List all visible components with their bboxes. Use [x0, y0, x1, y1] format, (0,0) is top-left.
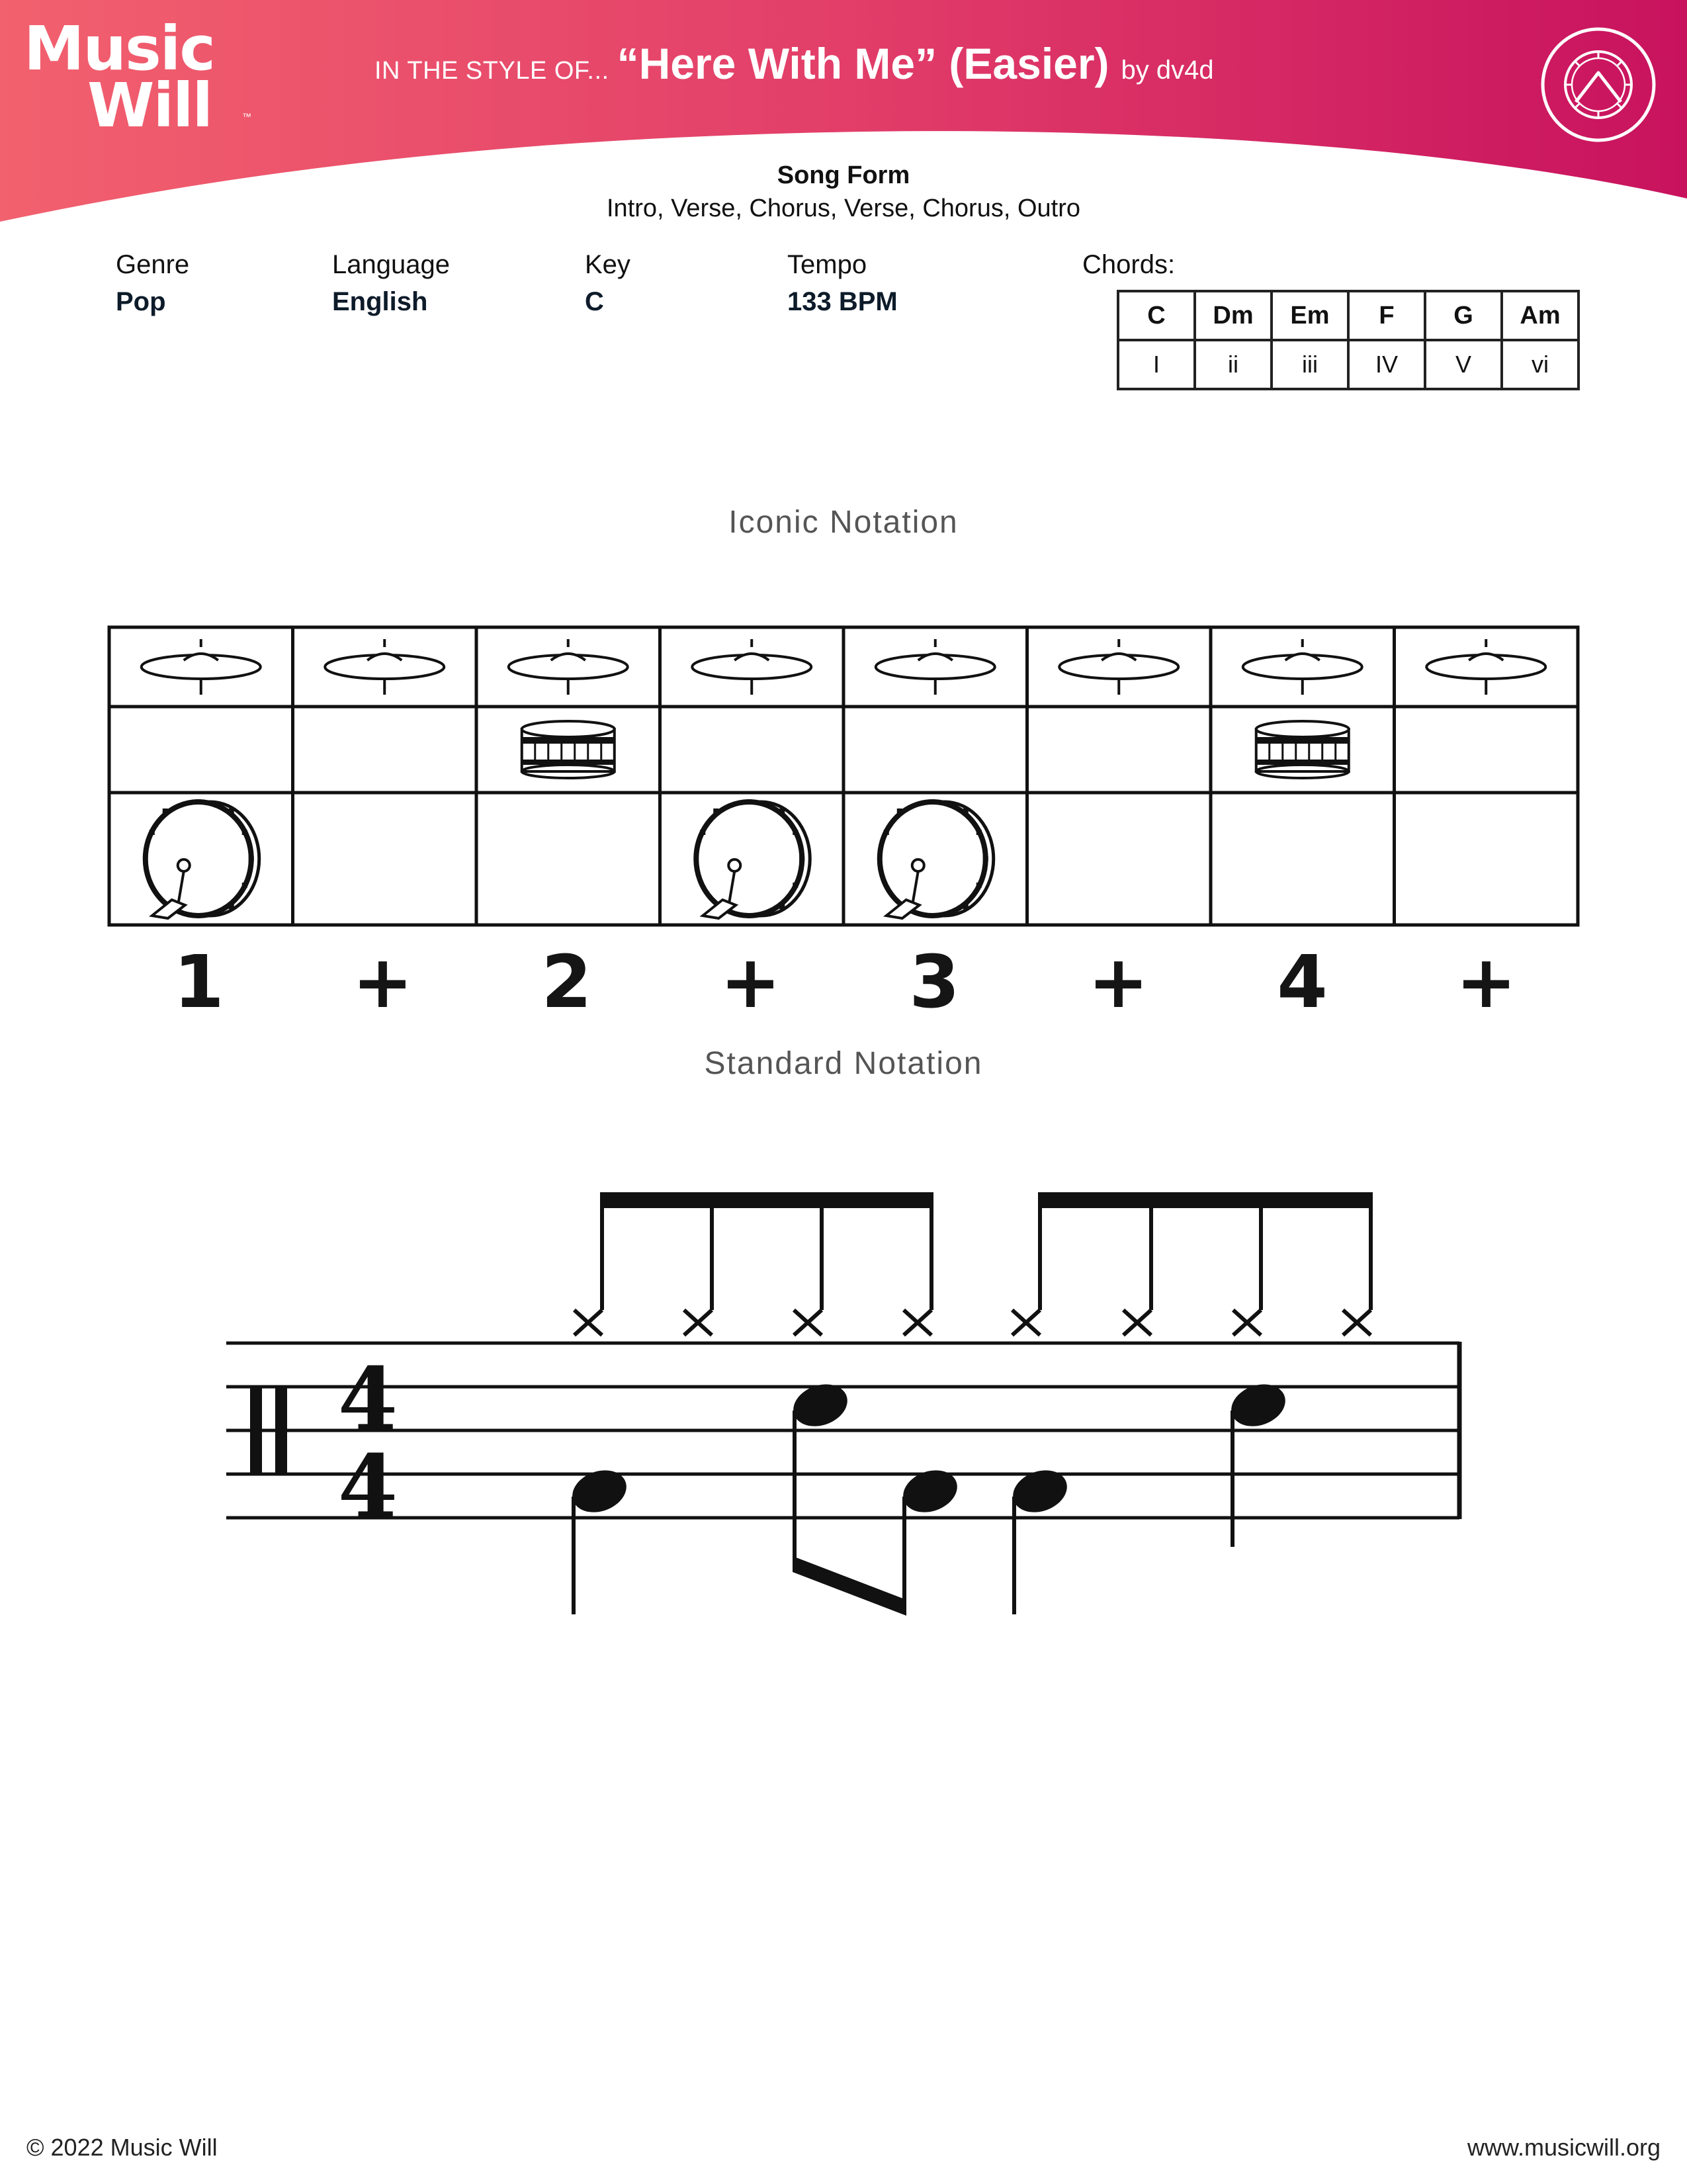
beam — [1038, 1192, 1373, 1208]
kick-notes — [566, 1463, 1072, 1519]
chord-names-row — [1118, 291, 1579, 340]
logo-trademark: ™ — [242, 111, 251, 122]
hihat-icon — [876, 639, 995, 695]
chord-numeral: iii — [1272, 340, 1348, 389]
chords-label: Chords: — [1082, 250, 1176, 279]
chord-name: Am — [1502, 291, 1579, 340]
kick-note — [897, 1463, 963, 1519]
iconic-notation-grid — [107, 625, 1580, 927]
song-title: “Here With Me” (Easier) — [617, 39, 1109, 88]
kick-drum-icon — [880, 799, 994, 918]
hihat-icon — [1059, 639, 1178, 695]
snare-drum-icon — [1256, 721, 1349, 778]
hihat-icon — [509, 639, 628, 695]
beat-count: 4 — [1277, 939, 1328, 1024]
beam — [600, 1192, 933, 1208]
genre-value: Pop — [116, 287, 166, 316]
hihat-icon — [325, 639, 444, 695]
hihat-note — [904, 1310, 931, 1335]
hihat-icon — [692, 639, 811, 695]
title-prefix: IN THE STYLE OF... — [374, 57, 609, 85]
song-title-line — [374, 38, 1214, 89]
chord-numeral: ii — [1195, 340, 1272, 389]
kick-note — [1007, 1463, 1072, 1519]
footer-website-link[interactable]: www.musicwill.org — [1467, 2134, 1661, 2161]
logo-word-music: Music — [24, 13, 214, 84]
time-signature-top: 4 — [337, 1348, 398, 1450]
time-signature-bottom: 4 — [337, 1436, 398, 1537]
chord-numeral: I — [1118, 340, 1195, 389]
kick-drum-icon — [146, 799, 259, 918]
hihat-icon — [1426, 639, 1545, 695]
chord-numeral: IV — [1348, 340, 1425, 389]
chord-name: G — [1425, 291, 1502, 340]
beat-counts — [107, 939, 1580, 1032]
standard-notation-heading: Standard Notation — [704, 1046, 983, 1081]
tempo-label: Tempo — [787, 250, 867, 279]
chord-numeral: V — [1425, 340, 1502, 389]
hihat-note — [684, 1310, 712, 1335]
chord-name: C — [1118, 291, 1195, 340]
key-value: C — [585, 287, 604, 316]
chord-name: F — [1348, 291, 1425, 340]
song-form-label: Song Form — [777, 161, 910, 189]
beam — [793, 1556, 906, 1616]
hihat-note — [794, 1310, 822, 1335]
music-will-logo[interactable] — [24, 13, 262, 141]
hihat-note — [1123, 1310, 1151, 1335]
hihat-notes-group-1 — [574, 1198, 931, 1335]
beat-count: + — [720, 939, 781, 1024]
iconic-notation-heading: Iconic Notation — [728, 505, 959, 540]
hihat-icon — [142, 639, 261, 695]
drum-kit-icon — [1539, 25, 1658, 144]
kick-drum-icon — [696, 799, 810, 918]
genre-label: Genre — [116, 250, 190, 279]
language-value: English — [332, 287, 428, 316]
chord-numerals-row — [1118, 340, 1579, 389]
snare-drum-icon — [522, 721, 615, 778]
key-label: Key — [585, 250, 630, 279]
kick-note — [566, 1463, 632, 1519]
drum-staff — [218, 1178, 1469, 1621]
tempo-value: 133 BPM — [787, 287, 898, 316]
beat-count: + — [1455, 939, 1517, 1024]
beat-count: 2 — [541, 939, 592, 1024]
chords-table — [1117, 290, 1580, 390]
hihat-note — [1233, 1310, 1261, 1335]
staff-lines — [226, 1343, 1459, 1518]
beat-count: + — [1088, 939, 1149, 1024]
song-form-value: Intro, Verse, Chorus, Verse, Chorus, Outro — [607, 195, 1080, 222]
hihat-notes-group-2 — [1012, 1198, 1371, 1335]
logo-word-will: Will — [87, 70, 212, 141]
hihat-note — [1343, 1310, 1371, 1335]
language-label: Language — [332, 250, 450, 279]
chord-name: Dm — [1195, 291, 1272, 340]
chord-name: Em — [1272, 291, 1348, 340]
beat-count: 3 — [909, 939, 960, 1024]
artist-byline: by dv4d — [1121, 56, 1214, 85]
beat-count: + — [352, 939, 413, 1024]
hihat-note — [1012, 1310, 1040, 1335]
footer-copyright: © 2022 Music Will — [26, 2134, 218, 2161]
hihat-note — [574, 1310, 602, 1335]
chord-numeral: vi — [1502, 340, 1579, 389]
hihat-icon — [1243, 639, 1362, 695]
beat-count: 1 — [173, 939, 224, 1024]
